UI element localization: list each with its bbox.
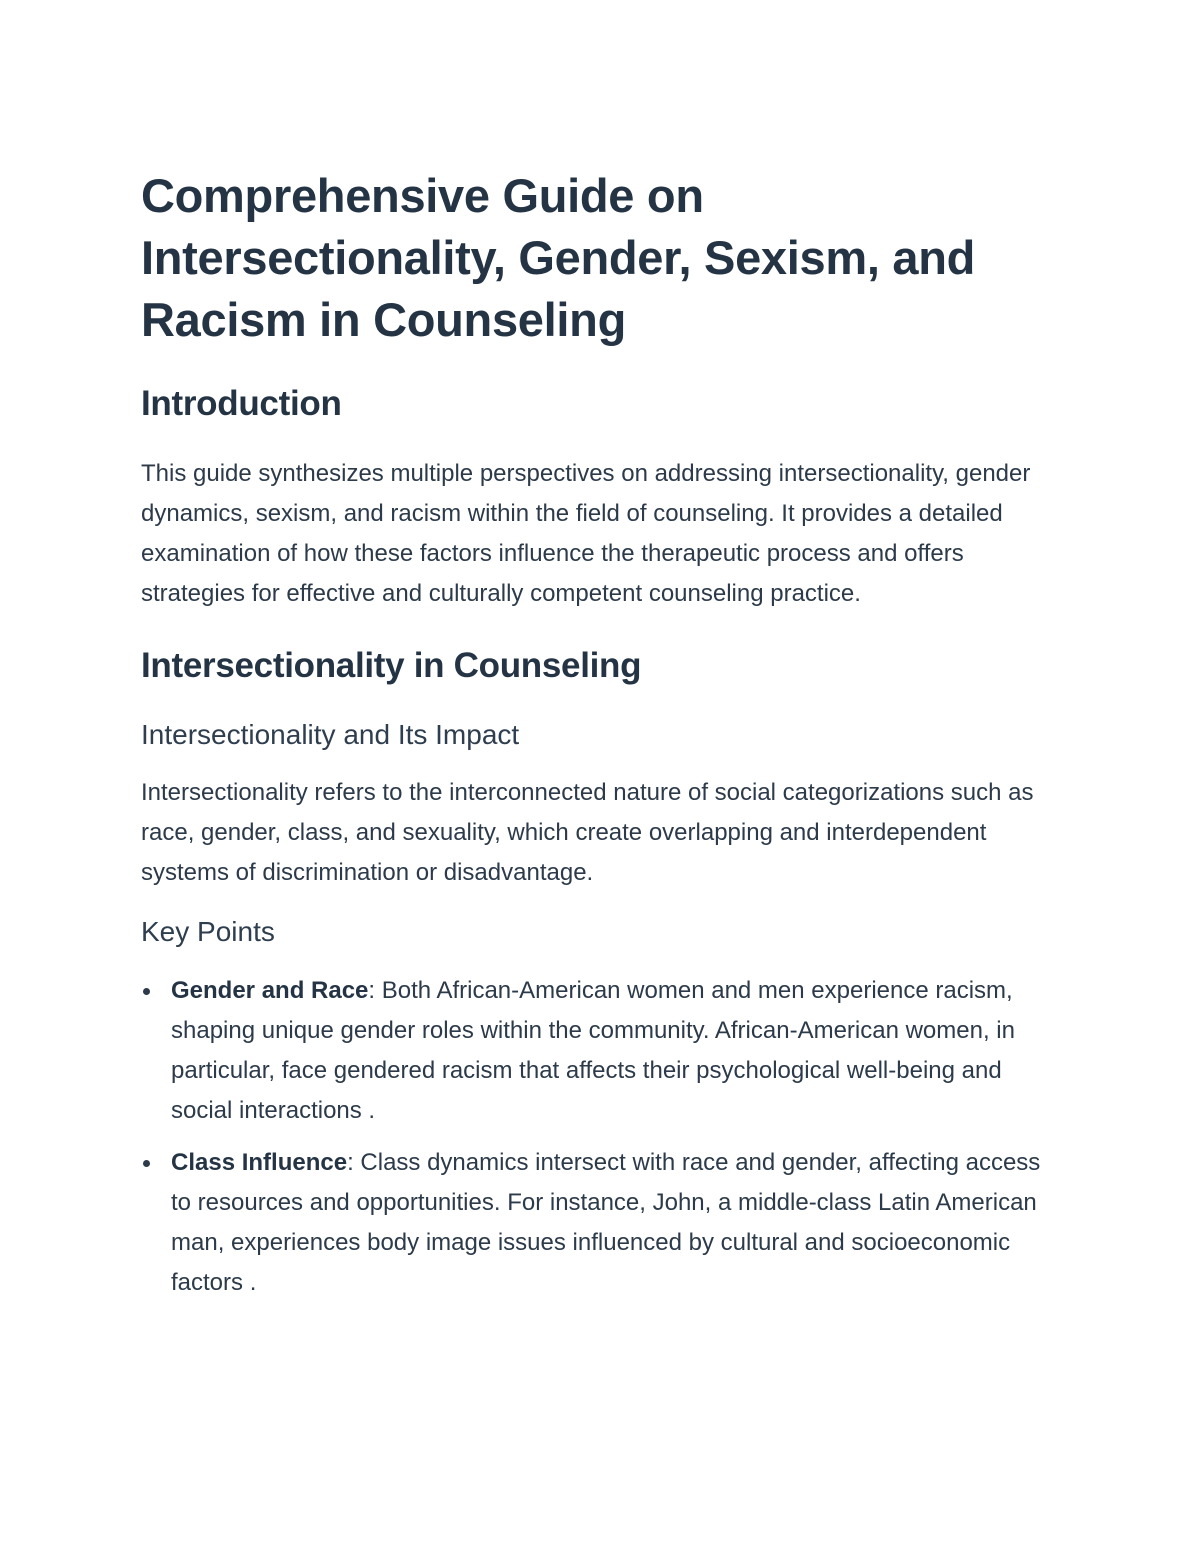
bullet-icon bbox=[143, 988, 150, 995]
bullet-icon bbox=[143, 1160, 150, 1167]
impact-subheading: Intersectionality and Its Impact bbox=[141, 719, 520, 750]
list-item-label: Class Influence bbox=[171, 1149, 348, 1176]
document-title: Comprehensive Guide on Intersectionality, Gender, Sexism, and Racism in Counseling bbox=[141, 169, 976, 346]
key-points-list bbox=[141, 971, 1051, 1303]
list-item-text: : Class dynamics intersect with race and gender, affecting access to resources and opportunities. For instance, John, a middle-class Latin American man, experiences body image issues influenced by cultural and socioeconomic factors . bbox=[171, 1149, 1041, 1296]
key-points-subheading: Key Points bbox=[141, 916, 275, 947]
list-item bbox=[141, 1143, 1051, 1303]
list-item-text: : Both African-American women and men experience racism, shaping unique gender roles within the community. African-American women, in particular, face gendered racism that affects their psychological well-being and social interactions . bbox=[171, 977, 1015, 1124]
introduction-paragraph: This guide synthesizes multiple perspectives on addressing intersectionality, gender dynamics, sexism, and racism within the field of counseling. It provides a detailed examination of how these factors influence the therapeutic process and offers strategies for effective and culturally competent counseling practice. bbox=[141, 460, 1031, 607]
list-item-label: Gender and Race bbox=[171, 977, 369, 1004]
list-item bbox=[141, 971, 1051, 1131]
introduction-heading: Introduction bbox=[141, 384, 342, 423]
intersectionality-heading: Intersectionality in Counseling bbox=[141, 646, 642, 685]
document-page bbox=[141, 165, 1051, 1315]
impact-paragraph: Intersectionality refers to the interconnected nature of social categorizations such as race, gender, class, and sexuality, which create overlapping and interdependent systems of discrimination or disadvantage. bbox=[141, 779, 1034, 886]
